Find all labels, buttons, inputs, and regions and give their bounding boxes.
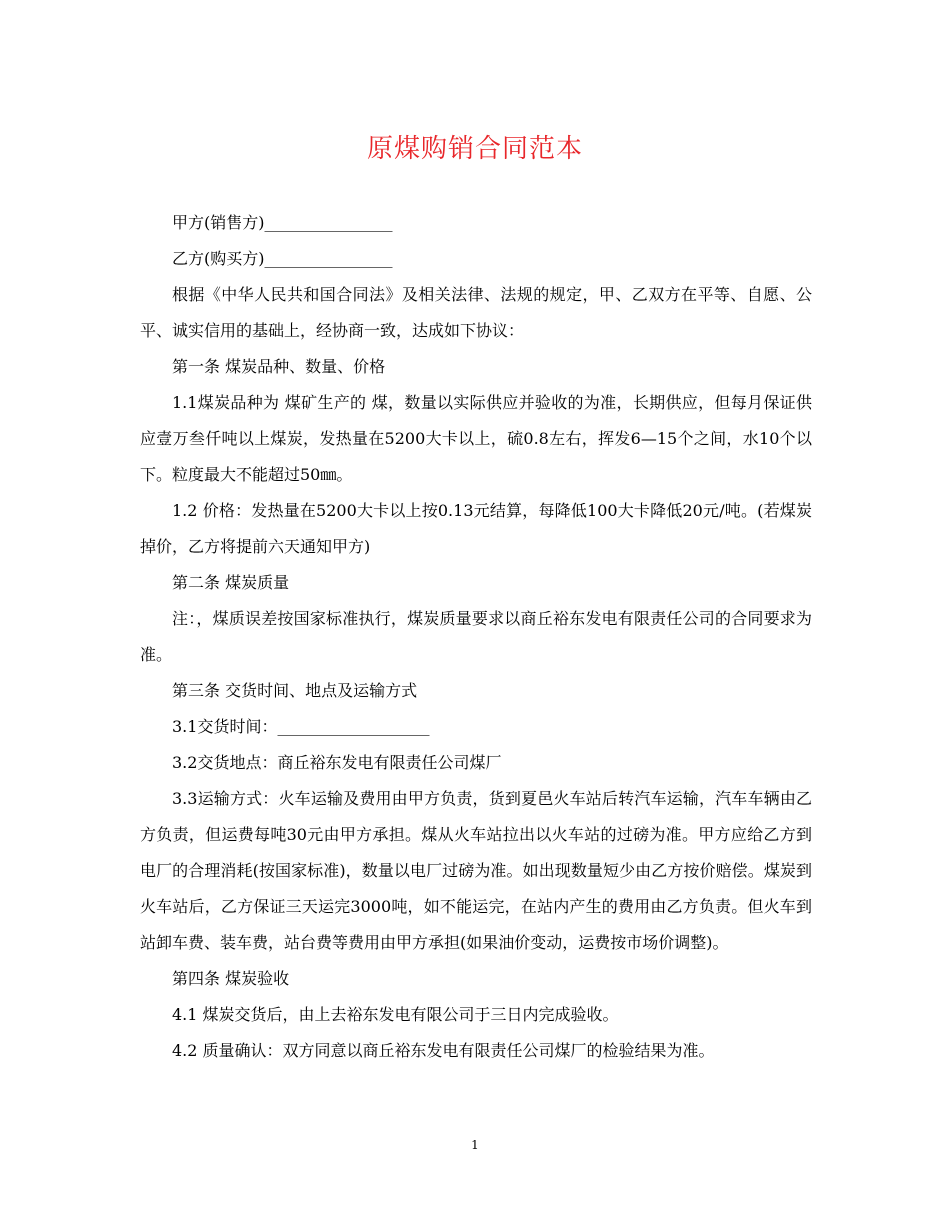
clause-3-1: 3.1交货时间：___________________: [172, 717, 430, 736]
article-4-heading: 第四条 煤炭验收: [172, 969, 290, 988]
party-b-line: 乙方(购买方)________________: [172, 249, 393, 268]
quality-note: 注：，煤质误差按国家标准执行，煤炭质量要求以商丘裕东发电有限责任公司的合同要求为准。: [140, 609, 812, 664]
document-body: [140, 205, 812, 1069]
article-3-heading: 第三条 交货时间、地点及运输方式: [172, 681, 418, 700]
clause-1-1: 1.1煤炭品种为 煤矿生产的 煤，数量以实际供应并验收的为准，长期供应，但每月保证供应壹万叁仟吨以上煤炭，发热量在5200大卡以上，硫0.8左右，挥发6—15个之间，水10个以下。粒度最大不能超过50㎜。: [140, 393, 812, 484]
clause-3-3: 3.3运输方式：火车运输及费用由甲方负责，货到夏邑火车站后转汽车运输，汽车车辆由乙方负责，但运费每吨30元由甲方承担。煤从火车站拉出以火车站的过磅为准。甲方应给乙方到电厂的合理消耗(按国家标准)，数量以电厂过磅为准。如出现数量短少由乙方按价赔偿。煤炭到火车站后，乙方保证三天运完3000吨，如不能运完，在站内产生的费用由乙方负责。但火车到站卸车费、装车费，站台费等费用由甲方承担(如果油价变动，运费按市场价调整)。: [140, 789, 812, 952]
article-1-heading: 第一条 煤炭品种、数量、价格: [172, 357, 386, 376]
clause-4-2: 4.2 质量确认：双方同意以商丘裕东发电有限责任公司煤厂的检验结果为准。: [172, 1041, 715, 1060]
document-title: 原煤购销合同范本: [366, 134, 583, 164]
clause-3-2: 3.2交货地点：商丘裕东发电有限责任公司煤厂: [172, 753, 502, 772]
preamble-paragraph: 根据《中华人民共和国合同法》及相关法律、法规的规定，甲、乙双方在平等、自愿、公平、诚实信用的基础上，经协商一致，达成如下协议：: [140, 285, 812, 340]
party-a-line: 甲方(销售方)________________: [172, 213, 393, 232]
page-number: 1: [471, 1138, 479, 1152]
clause-1-2: 1.2 价格：发热量在5200大卡以上按0.13元结算，每降低100大卡降低20元/吨。(若煤炭掉价，乙方将提前六天通知甲方): [140, 501, 812, 556]
article-2-heading: 第二条 煤炭质量: [172, 573, 290, 592]
clause-4-1: 4.1 煤炭交货后，由上去裕东发电有限公司于三日内完成验收。: [172, 1005, 619, 1024]
